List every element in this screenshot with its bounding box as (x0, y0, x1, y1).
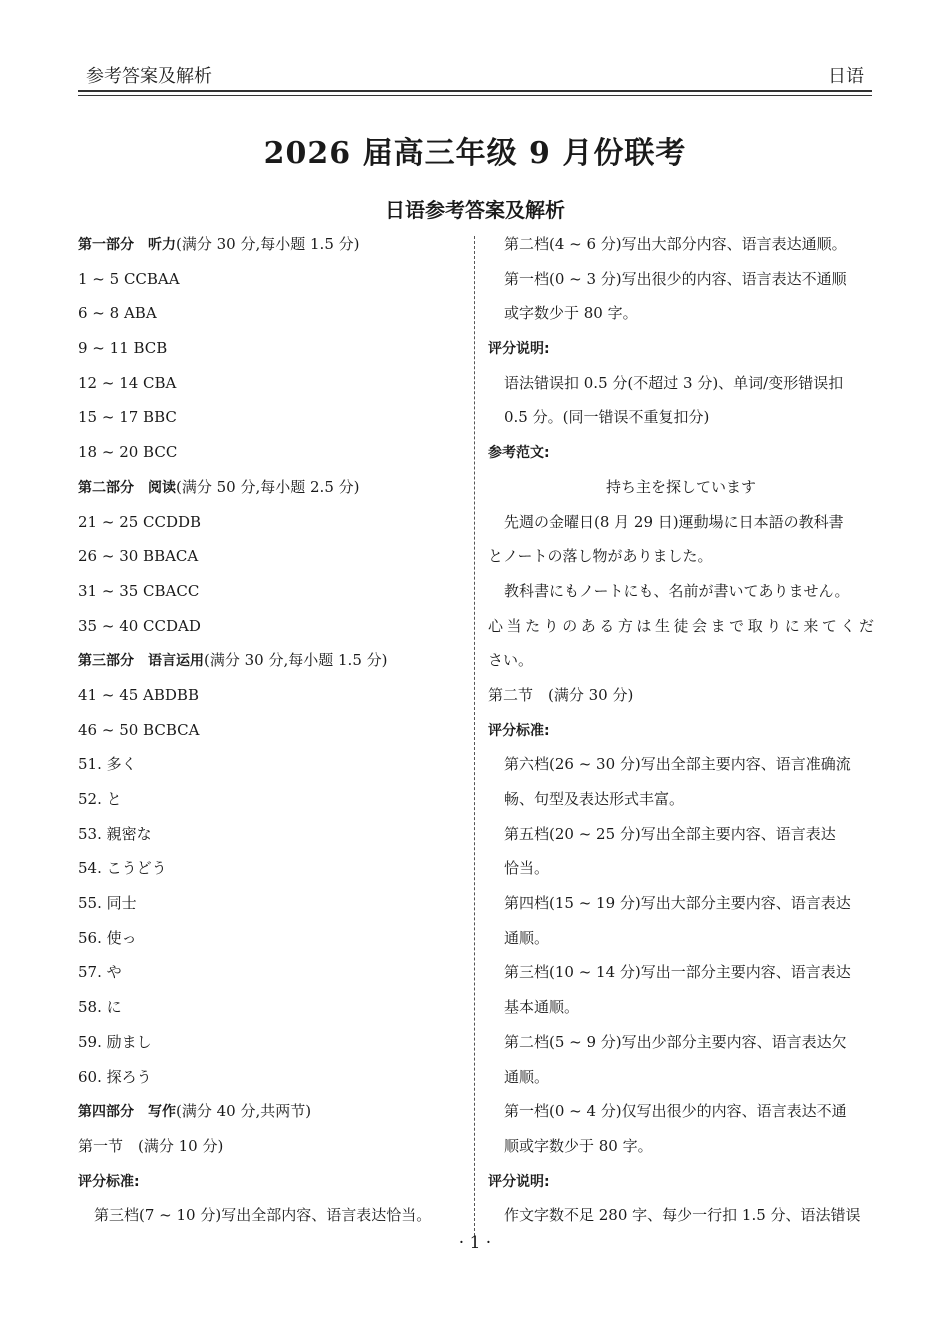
line-text: 语法错误扣 0.5 分(不超过 3 分)、单词/变形错误扣 (504, 373, 844, 392)
text-line (78, 1029, 458, 1064)
line-text: 心当たりのある方は生徒会まで取りに来てくだ (488, 616, 874, 635)
section-heading: 参考范文: (488, 445, 550, 462)
text-line (488, 1029, 874, 1064)
text-line (78, 925, 458, 960)
text-line (488, 335, 874, 370)
line-text: 46 ~ 50 BCBCA (78, 720, 200, 739)
text-line (488, 1202, 874, 1237)
text-line (78, 543, 458, 578)
heading-detail: (满分 30 分,每小题 1.5 分) (204, 651, 388, 670)
section-heading: 第三部分 语言运用 (78, 653, 204, 670)
line-text: 通顺。 (504, 1067, 550, 1086)
text-line (488, 300, 874, 335)
right-column (488, 231, 874, 1237)
text-line (488, 994, 874, 1029)
section-heading: 评分说明: (488, 1173, 550, 1190)
line-text: 54. こうどう (78, 859, 167, 878)
line-text: 第三档(10 ~ 14 分)写出一部分主要内容、语言表达 (504, 963, 851, 982)
text-line (488, 751, 874, 786)
text-line (488, 1168, 874, 1203)
line-text: 第一节 (满分 10 分) (78, 1136, 224, 1155)
header-rule-thin (78, 95, 872, 96)
text-line (78, 959, 458, 994)
text-line (78, 786, 458, 821)
line-text: 56. 使っ (78, 928, 137, 947)
line-text: 0.5 分。(同一错误不重复扣分) (504, 408, 710, 427)
header-left-label: 参考答案及解析 (86, 66, 212, 87)
line-text: 先週の金曜日(8 月 29 日)運動場に日本語の教科書 (504, 512, 844, 531)
line-text: 31 ~ 35 CBACC (78, 581, 200, 600)
line-text: 21 ~ 25 CCDDB (78, 512, 202, 531)
line-text: 51. 多く (78, 755, 137, 774)
text-line (488, 925, 874, 960)
line-text: 基本通顺。 (504, 998, 580, 1017)
line-text: 第四档(15 ~ 19 分)写出大部分主要内容、语言表达 (504, 894, 851, 913)
column-divider (474, 236, 475, 1236)
line-text: 持ち主を探しています (605, 477, 756, 496)
line-text: 第一档(0 ~ 4 分)仅写出很少的内容、语言表达不通 (504, 1102, 847, 1121)
line-text: 26 ~ 30 BBACA (78, 547, 199, 566)
line-text: 教科書にもノートにも、名前が書いてありません。 (504, 581, 850, 600)
text-line (488, 890, 874, 925)
line-text: 通顺。 (504, 928, 550, 947)
section-heading: 评分标准: (488, 722, 550, 739)
text-line (488, 509, 874, 544)
text-line (78, 647, 458, 682)
text-line (78, 994, 458, 1029)
text-line (488, 682, 874, 717)
section-heading: 评分说明: (488, 341, 550, 358)
text-line (488, 959, 874, 994)
line-text: 第二档(5 ~ 9 分)写出少部分主要内容、语言表达欠 (504, 1032, 847, 1051)
text-line (78, 1098, 458, 1133)
line-text: 59. 励まし (78, 1032, 152, 1051)
line-text: 第三档(7 ~ 10 分)写出全部内容、语言表达恰当。 (94, 1206, 432, 1225)
text-line (78, 578, 458, 613)
line-text: 1 ~ 5 CCBAA (78, 269, 180, 288)
section-heading: 第四部分 写作 (78, 1104, 176, 1121)
text-line (78, 509, 458, 544)
line-text: 52. と (78, 790, 122, 808)
line-text: 58. に (78, 998, 122, 1017)
line-text: 畅、句型及表达形式丰富。 (504, 790, 685, 808)
text-line (78, 300, 458, 335)
page-number: · 1 · (458, 1233, 492, 1253)
heading-detail: (满分 50 分,每小题 2.5 分) (176, 477, 360, 496)
text-line (78, 439, 458, 474)
line-text: 第二档(4 ~ 6 分)写出大部分内容、语言表达通顺。 (504, 235, 847, 253)
text-line (488, 439, 874, 474)
line-text: 9 ~ 11 BCB (78, 339, 168, 358)
line-text: 41 ~ 45 ABDBB (78, 685, 199, 704)
heading-detail: (满分 40 分,共两节) (176, 1102, 312, 1121)
text-line (78, 404, 458, 439)
line-text: 恰当。 (504, 859, 550, 878)
text-line (488, 855, 874, 890)
text-line (78, 1168, 458, 1203)
text-line (78, 821, 458, 856)
text-line (488, 474, 874, 509)
section-heading: 第一部分 听力 (78, 237, 176, 253)
text-line (78, 890, 458, 925)
section-heading: 评分标准: (78, 1173, 140, 1190)
text-line (78, 855, 458, 890)
document-subtitle: 日语参考答案及解析 (385, 198, 565, 222)
line-text: さい。 (488, 651, 534, 670)
text-line (488, 543, 874, 578)
line-text: 53. 親密な (78, 824, 152, 843)
line-text: 55. 同士 (78, 894, 137, 913)
line-text: 18 ~ 20 BCC (78, 443, 178, 462)
text-line (78, 717, 458, 752)
text-line (78, 1202, 458, 1237)
text-line (78, 1064, 458, 1099)
text-line (488, 231, 874, 266)
text-line (488, 404, 874, 439)
header-subject-label: 日语 (828, 66, 864, 87)
text-line (78, 335, 458, 370)
line-text: 57. や (78, 963, 122, 982)
line-text: 第一档(0 ~ 3 分)写出很少的内容、语言表达不通顺 (504, 269, 847, 288)
text-line (488, 717, 874, 752)
line-text: 60. 探ろう (78, 1067, 152, 1086)
line-text: 第二节 (满分 30 分) (488, 685, 634, 704)
text-line (78, 474, 458, 509)
text-line (488, 786, 874, 821)
text-line (488, 1133, 874, 1168)
text-line (488, 578, 874, 613)
line-text: 顺或字数少于 80 字。 (504, 1136, 653, 1155)
text-line (488, 266, 874, 301)
heading-detail: (满分 30 分,每小题 1.5 分) (176, 235, 360, 253)
text-line (78, 266, 458, 301)
text-line (488, 1064, 874, 1099)
line-text: 35 ~ 40 CCDAD (78, 616, 201, 635)
line-text: 12 ~ 14 CBA (78, 373, 177, 392)
document-title: 2026 届高三年级 9 月份联考 (263, 136, 687, 171)
text-line (78, 370, 458, 405)
line-text: 或字数少于 80 字。 (504, 304, 638, 323)
text-line (78, 231, 458, 266)
section-heading: 第二部分 阅读 (78, 479, 176, 496)
text-line (78, 751, 458, 786)
text-line (488, 613, 874, 648)
text-line (488, 370, 874, 405)
line-text: 15 ~ 17 BBC (78, 408, 177, 427)
line-text: 6 ~ 8 ABA (78, 304, 157, 323)
line-text: とノートの落し物がありました。 (488, 547, 713, 566)
left-column (78, 231, 458, 1237)
text-line (78, 613, 458, 648)
text-line (488, 647, 874, 682)
line-text: 第六档(26 ~ 30 分)写出全部主要内容、语言准确流 (504, 755, 851, 774)
page-header (78, 60, 872, 90)
text-line (488, 1098, 874, 1133)
line-text: 第五档(20 ~ 25 分)写出全部主要内容、语言表达 (504, 824, 836, 843)
text-line (78, 1133, 458, 1168)
line-text: 作文字数不足 280 字、每少一行扣 1.5 分、语法错误 (504, 1206, 861, 1225)
header-rule-thick (78, 90, 872, 92)
text-line (488, 821, 874, 856)
text-line (78, 682, 458, 717)
